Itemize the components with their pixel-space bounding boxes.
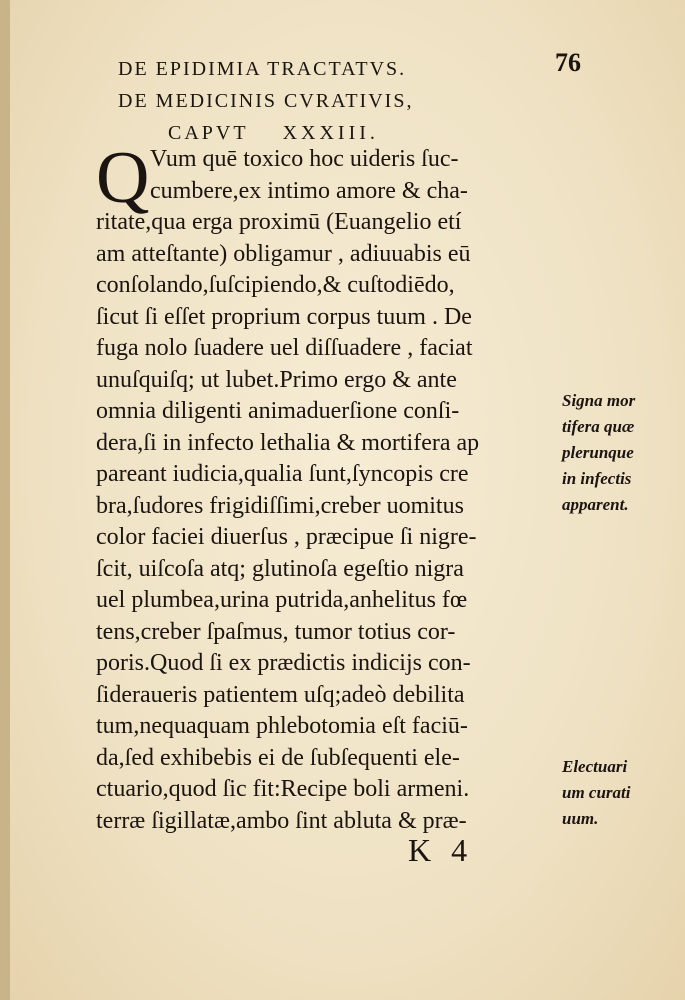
text-line: tum,nequaquam phlebotomia eſt faciū-: [96, 713, 468, 739]
text-line: omnia diligenti animaduerſione conſi-: [96, 398, 460, 424]
text-line: color faciei diuerſus , præcipue ſi nigre-: [96, 524, 477, 550]
chapter-title: DE MEDICINIS CVRATIVIS,: [118, 90, 414, 112]
margin-note-line: um curati: [562, 783, 631, 802]
margin-note-line: Signa mor: [562, 391, 636, 410]
text-line: ctuario,quod ſic fit:Recipe boli armeni.: [96, 776, 470, 802]
margin-note-line: plerunque: [562, 443, 634, 462]
text-line: unuſquiſq; ut lubet.Primo ergo & ante: [96, 366, 457, 393]
text-line: terræ ſigillatæ,ambo ſint abluta & præ-: [96, 807, 467, 834]
signature-mark: K 4: [408, 832, 474, 868]
text-line: ſcit, uiſcoſa atq; glutinoſa egeſtio nigra: [96, 555, 464, 582]
text-line: pareant iudicia,qualia ſunt,ſyncopis cre: [96, 461, 469, 487]
margin-note-line: Electuari: [562, 757, 628, 776]
text-line: conſolando,ſuſcipiendo,& cuſtodiēdo,: [96, 272, 455, 298]
drop-capital: Q: [96, 137, 150, 219]
text-line: fuga nolo ſuadere uel diſſuadere , faciat: [96, 335, 473, 361]
text-line: poris.Quod ſi ex prædictis indicijs con-: [96, 650, 471, 676]
main-text-block: [96, 137, 556, 837]
chapter-numeral: XXXIII.: [282, 122, 379, 144]
margin-note-electuary: [562, 754, 631, 832]
margin-note-line: uum.: [562, 809, 599, 828]
margin-note-line: apparent.: [562, 495, 629, 514]
page-number: 76: [555, 48, 581, 77]
chapter-label: CAPVT: [168, 122, 249, 144]
text-line: cumbere,ex intimo amore & cha-: [150, 177, 468, 204]
text-line: ſicut ſi eſſet proprium corpus tuum . De: [96, 303, 472, 330]
text-line: am atteſtante) obligamur , adiuuabis eū: [96, 240, 471, 267]
text-line: da,ſed exhibebis ei de ſubſequenti ele-: [96, 744, 460, 771]
text-line: bra,ſudores frigidiſſimi,creber uomitus: [96, 492, 464, 519]
text-line: ſideraueris patientem uſq;adeò debilita: [96, 681, 465, 708]
text-line: tens,creber ſpaſmus, tumor totius cor-: [96, 618, 456, 645]
text-line: uel plumbea,urina putrida,anhelitus fœ: [96, 587, 468, 613]
text-line: Vum quē toxico hoc uideris ſuc-: [150, 146, 459, 172]
text-line: dera,ſi in infecto lethalia & mortifera ap: [96, 429, 480, 456]
margin-note-signs: [562, 388, 635, 518]
header-title: DE EPIDIMIA TRACTATVS.: [118, 58, 407, 80]
margin-note-line: in infectis: [562, 469, 632, 488]
text-line: ritate,qua erga proximū (Euangelio etí: [96, 209, 462, 235]
margin-note-line: tifera quæ: [562, 417, 635, 436]
